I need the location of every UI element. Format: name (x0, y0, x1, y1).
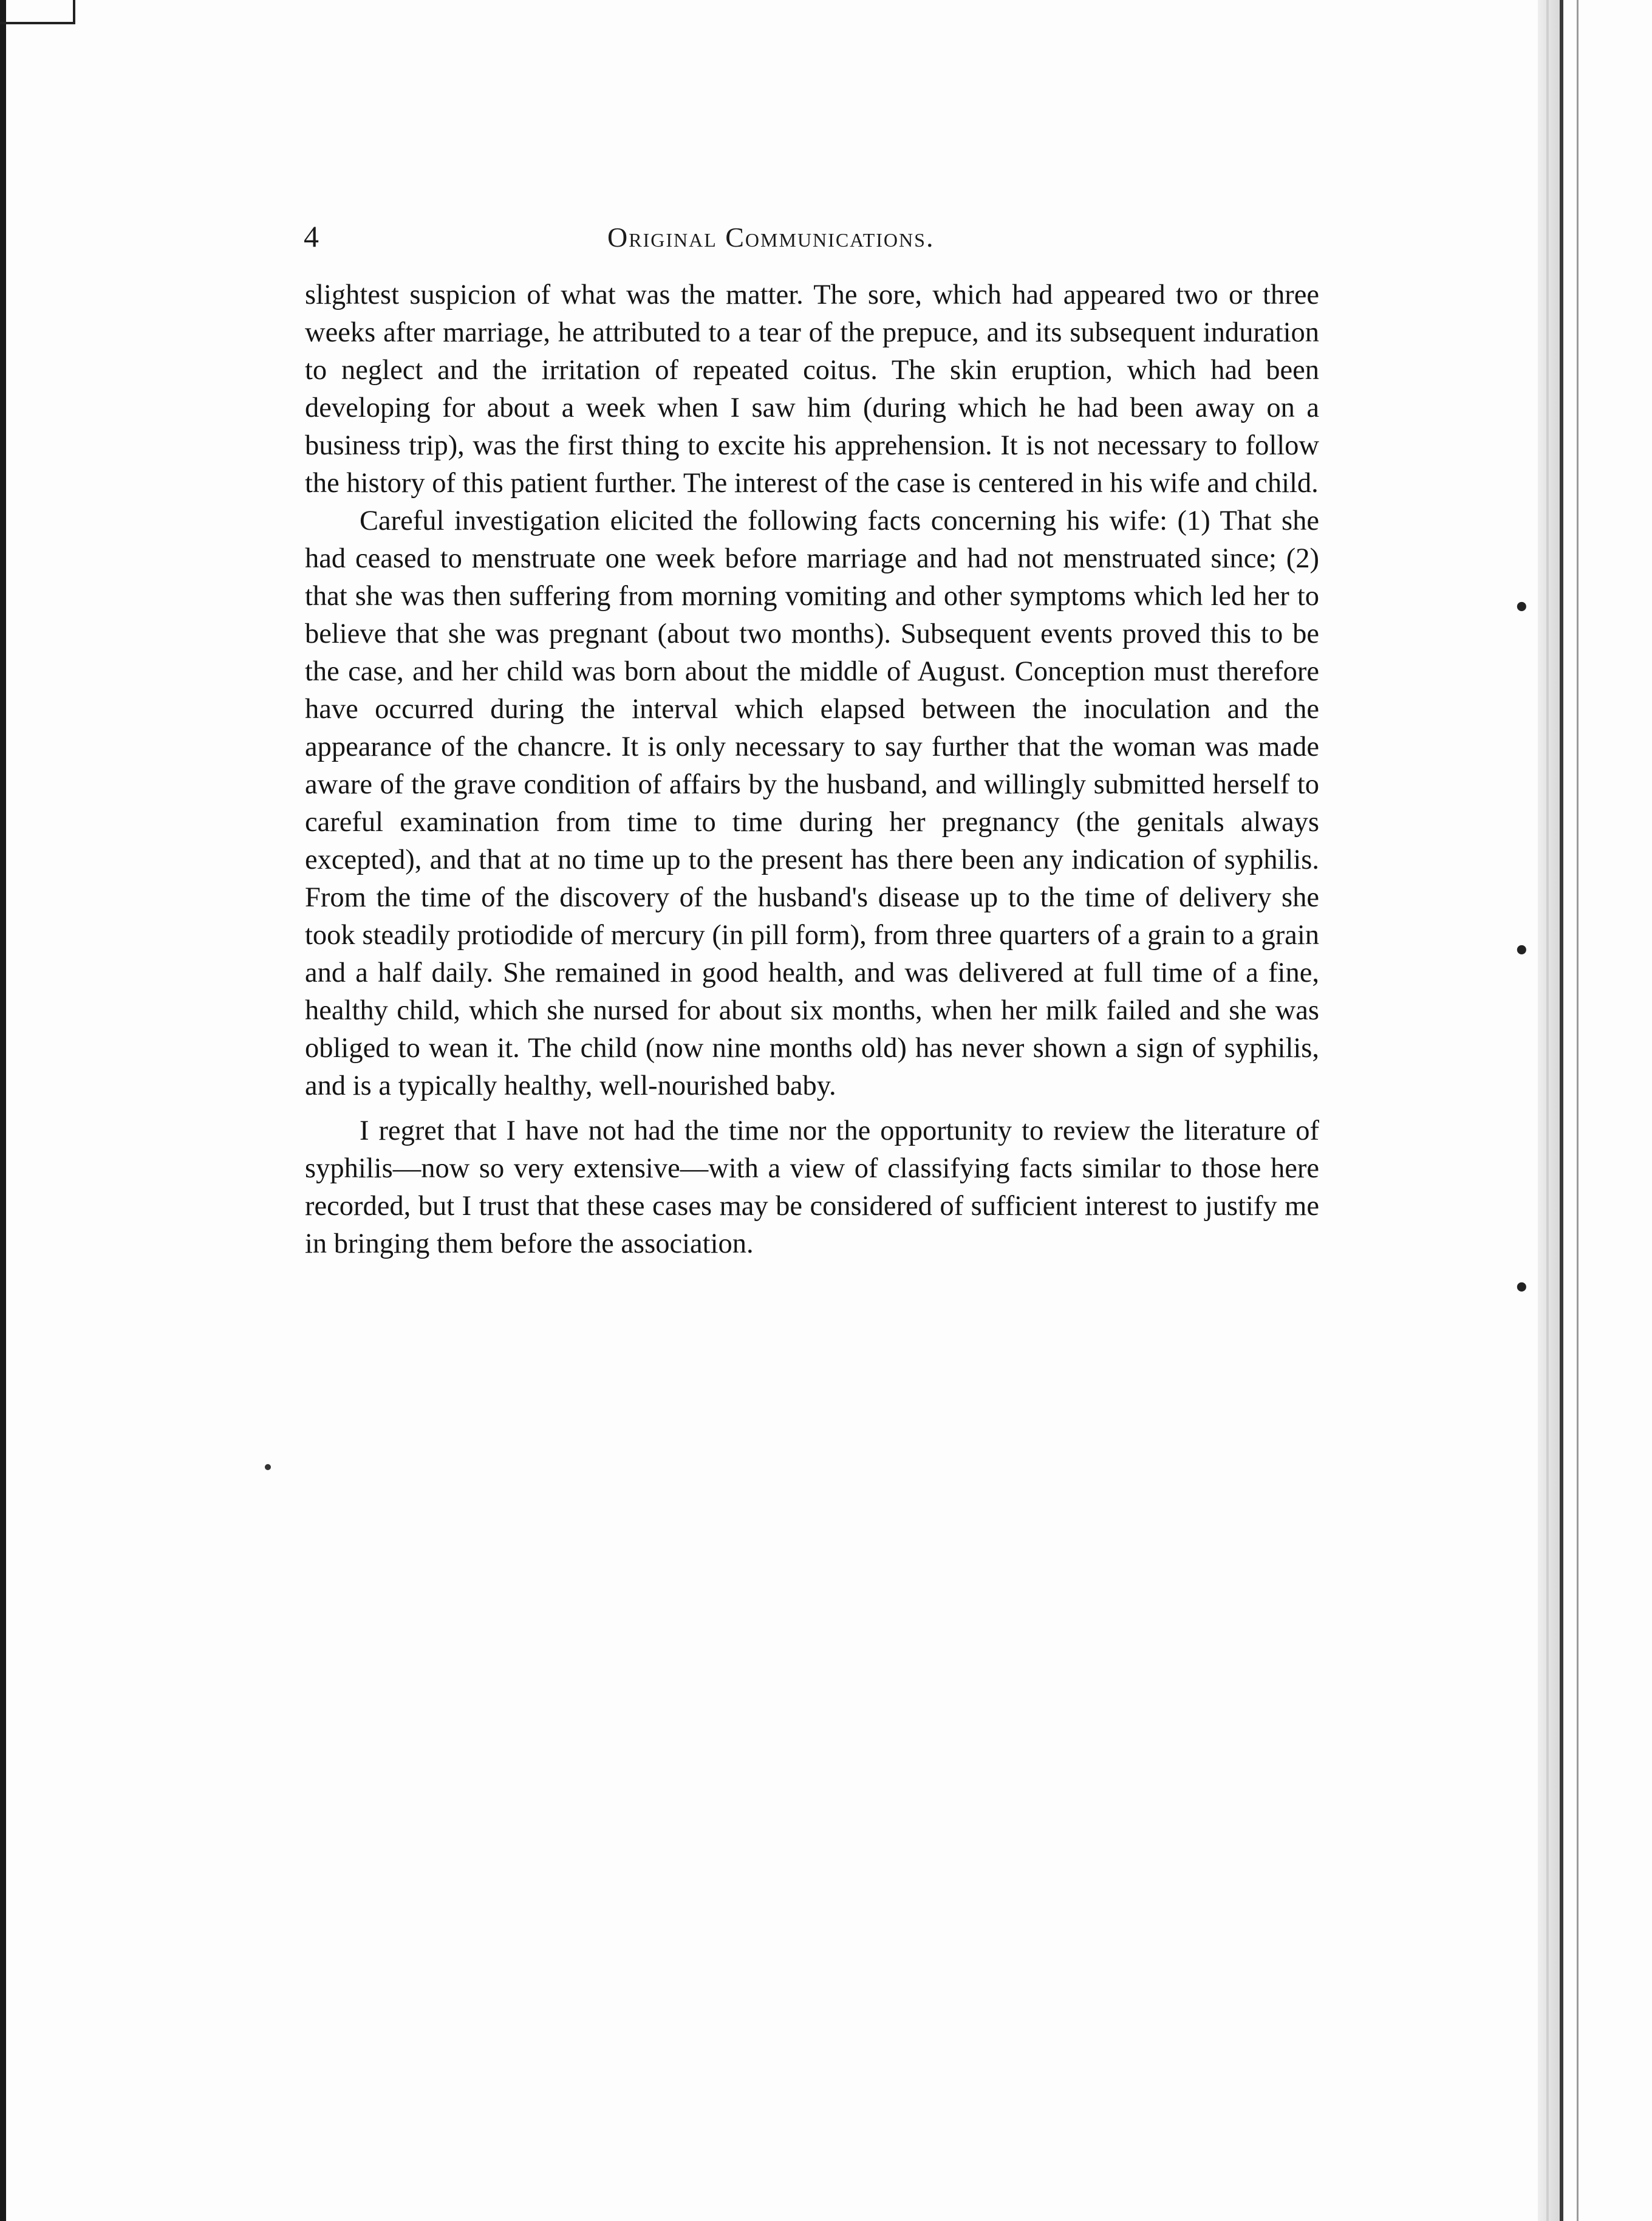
scan-corner-mark (0, 0, 75, 24)
scan-right-edge-line (1546, 0, 1549, 2221)
paragraph: I regret that I have not had the time nor the opportunity to review the literature of syphilis—now so very extensive—with a view of classifying facts similar to those here recorded, but I trust that these cases may be considered of sufficient interest to justify me in bringing them before the association. (305, 1115, 1319, 1259)
scan-right-edge-border (1560, 0, 1563, 2221)
scan-right-edge-line (1577, 0, 1579, 2221)
binding-hole-mark: • (1512, 1270, 1531, 1307)
page-header (304, 219, 1330, 261)
binding-hole-mark: • (1512, 933, 1531, 970)
scan-left-edge (0, 0, 6, 2221)
paragraph: slightest suspicion of what was the matter. The sore, which had appeared two or three weeks after marriage, he attributed to a tear of the prepuce, and its subsequent induration to neglect and the irritation of repeated coitus. The skin eruption, which had been developing for about a week when I saw him (during which he had been away on a business trip), was the first thing to excite his apprehension. It is not necessary to follow the history of this patient further. The interest of the case is centered in his wife and child. (305, 279, 1319, 499)
binding-hole-mark: • (1512, 590, 1531, 626)
scan-right-edge-shadow (1538, 0, 1560, 2221)
paragraph: Careful investigation elicited the following facts concerning his wife: (1) That she had ceased to menstruate one week before marriage and had not menstruated since; (2) that she was then suffering from morning vomiting and other symptoms which led her to believe that she was pregnant (about two months). Subsequent events proved this to be the case, and her child was born about the middle of August. Conception must therefore have occurred during the interval which elapsed between the inoculation and the appearance of the chancre. It is only necessary to say further that the woman was made aware of the grave condition of affairs by the husband, and willingly submitted herself to careful examination from time to time during her pregnancy (the genitals always excepted), and that at no time up to the present has there been any indication of syphilis. From the time of the discovery of the husband's disease up to the time of delivery she took steadily protiodide of mercury (in pill form), from three quarters of a grain to a grain and a half daily. She remained in good health, and was delivered at full time of a fine, healthy child, which she nursed for about six months, when her milk failed and she was obliged to wean it. The child (now nine months old) has never shown a sign of syphilis, and is a typically healthy, well-nourished baby. (305, 505, 1319, 1101)
running-head: Original Communications. (607, 222, 935, 253)
stray-ink-dot (265, 1464, 271, 1470)
article-body (305, 276, 1319, 1263)
page-number: 4 (304, 219, 319, 253)
